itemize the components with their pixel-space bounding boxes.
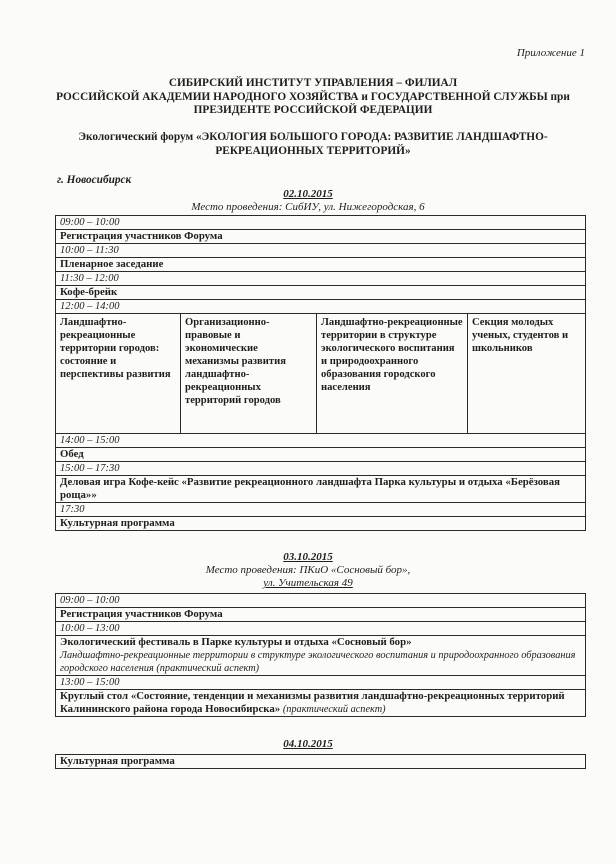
time-cell: 10:00 – 11:30 [56,244,585,258]
event-description: Ландшафтно-рекреационные территории в структуре экологического воспитания и природоохранного образования городского населения (практический аспект) [60,650,576,674]
event-title: Пленарное заседание [60,258,164,270]
table-row [56,299,585,433]
time-cell: 13:00 – 15:00 [56,676,585,690]
organization-header [40,77,586,118]
table-row [56,216,585,243]
day1-schedule-table [55,215,586,531]
table-row [56,502,585,530]
time-cell: 15:00 – 17:30 [56,462,585,476]
table-row [56,271,585,299]
day3-date: 04.10.2015 [283,738,333,750]
event-title-text: Круглый стол «Состояние, тенденции и механизмы развития ландшафтно-рекреационных территорий Калининского района города Новосибирска» [60,690,565,715]
org-line-1: СИБИРСКИЙ ИНСТИТУТ УПРАВЛЕНИЯ – ФИЛИАЛ [168,77,458,89]
event-title: Культурная программа [60,517,175,529]
table-row [56,243,585,271]
day1-venue: Место проведения: СибИУ, ул. Нижегородская, 6 [191,201,425,213]
time-cell: 10:00 – 13:00 [56,622,585,636]
table-row [56,594,585,621]
time-cell: 17:30 [56,503,585,517]
day3-schedule-table [55,754,586,769]
org-line-2: РОССИЙСКОЙ АКАДЕМИИ НАРОДНОГО ХОЗЯЙСТВА и ГОСУДАРСТВЕННОЙ СЛУЖБЫ при [56,90,570,103]
section-cell: Ландшафтно-рекреационные территории в структуре экологического воспитания и природоохранного образования городского населения [316,314,467,433]
day1-date: 02.10.2015 [283,188,333,200]
event-title: Регистрация участников Форума [60,608,223,620]
section-cell: Секция молодых ученых, студентов и школьников [467,314,585,433]
event-aspect-note: (практический аспект) [282,704,386,715]
city-label: г. Новосибирск [57,174,132,186]
table-row [56,755,585,768]
table-row [56,621,585,675]
time-cell: 09:00 – 10:00 [56,594,585,608]
org-line-3: ПРЕЗИДЕНТЕ РОССИЙСКОЙ ФЕДЕРАЦИИ [193,104,433,116]
section-cell: Ландшафтно-рекреационные территории городов: состояние и перспективы развития [60,317,171,380]
time-cell: 09:00 – 10:00 [56,216,585,230]
parallel-sections [56,314,585,433]
event-title: Регистрация участников Форума [60,230,223,242]
day2-schedule-table [55,593,586,717]
table-row [56,433,585,461]
time-cell: 14:00 – 15:00 [56,434,585,448]
event-title [60,690,581,716]
day2-date: 03.10.2015 [283,551,333,563]
time-cell: 11:30 – 12:00 [56,272,585,286]
event-title: Деловая игра Кофе-кейс «Развитие рекреационного ландшафта Парка культуры и отдыха «Берёзовая роща»» [60,476,561,501]
table-row [56,675,585,716]
event-title: Экологический фестиваль в Парке культуры и отдыха «Сосновый бор» [60,636,412,648]
time-cell: 12:00 – 14:00 [56,300,585,314]
table-row [56,461,585,502]
event-title: Обед [60,448,84,460]
forum-line-1: Экологический форум «ЭКОЛОГИЯ БОЛЬШОГО ГОРОДА: РАЗВИТИЕ ЛАНДШАФТНО- [78,131,548,143]
forum-line-2: РЕКРЕАЦИОННЫХ ТЕРРИТОРИЙ» [215,144,411,157]
appendix-label: Приложение 1 [516,47,585,59]
day2-venue-line-1: Место проведения: ПКиО «Сосновый бор», [205,564,411,576]
event-title: Кофе-брейк [60,286,118,298]
forum-title [40,131,586,158]
section-cell: Организационно-правовые и экономические механизмы развития ландшафтно-рекреационных территорий городов [180,314,316,433]
event-title: Культурная программа [60,755,175,767]
day2-venue-line-2: ул. Учительская 49 [263,577,353,589]
